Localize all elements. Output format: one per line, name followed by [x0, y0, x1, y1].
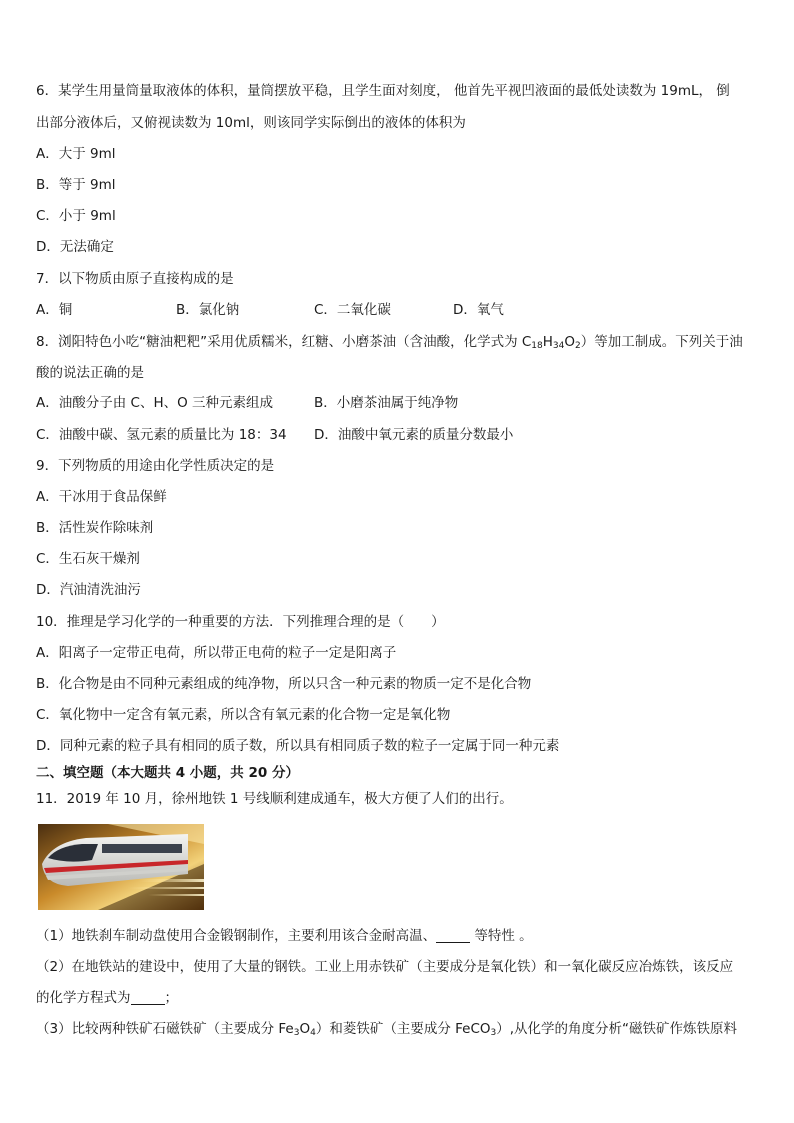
q10-option-d: D．同种元素的粒子具有相同的质子数，所以具有相同质子数的粒子一定属于同一种元素 [36, 738, 560, 754]
q7-stem: 7．以下物质由原子直接构成的是 [36, 271, 234, 287]
q11-formula-o: O [299, 1021, 311, 1037]
q11-part1 [36, 927, 760, 945]
q6-stem-line2: 出部分液体后，又俯视读数为 10ml，则该同学实际倒出的液体的体积为 [36, 115, 466, 131]
q6-option-d: D．无法确定 [36, 239, 114, 255]
section-heading-fill-in: 二、填空题（本大题共 4 小题，共 20 分） [36, 765, 299, 781]
q8-stem-line1 [36, 333, 760, 351]
q8-option-c: C．油酸中碳、氢元素的质量比为 18：34 [36, 427, 287, 443]
q8-formula-h: H [542, 334, 553, 350]
q11-part3-text-c: ）和菱铁矿（主要成分 FeCO [315, 1021, 491, 1037]
q8-formula-sub-o: 2 [575, 341, 581, 351]
q6-option-a: A．大于 9ml [36, 146, 116, 162]
q6-option-b: B．等于 9ml [36, 177, 116, 193]
q10-stem: 10．推理是学习化学的一种重要的方法．下列推理合理的是（ ） [36, 614, 445, 630]
q7-option-a: A．铜 [36, 302, 73, 318]
q9-option-c: C．生石灰干燥剂 [36, 551, 140, 567]
q7-option-c: C．二氧化碳 [314, 302, 391, 318]
q10-option-b: B．化合物是由不同种元素组成的纯净物，所以只含一种元素的物质一定不是化合物 [36, 676, 532, 692]
q11-part2-text-end: ； [164, 990, 178, 1006]
q11-formula-sub-fe: 3 [293, 1028, 300, 1038]
q6-stem-line1: 6．某学生用量筒量取液体的体积，量筒摆放平稳，且学生面对刻度， 他首先平视凹液面的最低处读数为 19mL， 倒 [36, 83, 730, 99]
q8-option-a: A．油酸分子由 C、H、O 三种元素组成 [36, 395, 274, 411]
q11-stem: 11．2019 年 10 月，徐州地铁 1 号线顺利建成通车，极大方便了人们的出行。 [36, 791, 513, 807]
q8-stem-text-a: 8．浏阳特色小吃“糖油粑粑”采用优质糯米，红糖、小磨茶油（含油酸，化学式为 C [36, 334, 532, 350]
q9-option-d: D．汽油清洗油污 [36, 582, 141, 598]
q9-stem: 9．下列物质的用途由化学性质决定的是 [36, 458, 275, 474]
q6-option-c: C．小于 9ml [36, 208, 116, 224]
q11-formula-sub-co: 3 [490, 1028, 497, 1038]
q11-part2-blank [131, 990, 165, 1005]
q11-part1-text-end: 等特性 。 [470, 928, 533, 944]
q7-option-b: B．氯化钠 [176, 302, 240, 318]
q8-stem-text-d: ）等加工制成。下列关于油 [580, 334, 743, 350]
q8-stem-line2: 酸的说法正确的是 [36, 365, 144, 381]
q8-formula-sub-h: 34 [552, 341, 565, 351]
q11-part2-line1: （2）在地铁站的建设中，使用了大量的钢铁。工业上用赤铁矿（主要成分是氧化铁）和一氧化碳反应冶炼铁，该反应 [36, 959, 734, 975]
q11-part1-blank [436, 928, 470, 943]
q8-option-b: B．小磨茶油属于纯净物 [314, 395, 459, 411]
q7-option-d: D．氧气 [453, 302, 504, 318]
q10-option-c: C．氧化物中一定含有氧元素，所以含有氧元素的化合物一定是氧化物 [36, 707, 451, 723]
q8-option-d: D．油酸中氧元素的质量分数最小 [314, 427, 514, 443]
q10-option-a: A．阳离子一定带正电荷，所以带正电荷的粒子一定是阳离子 [36, 645, 397, 661]
q8-formula-sub-c: 18 [531, 341, 543, 351]
q11-part3-text-a: （3）比较两种铁矿石磁铁矿（主要成分 Fe [36, 1021, 294, 1037]
q8-formula-o: O [564, 334, 575, 350]
q11-part3-text-d: ）,从化学的角度分析“磁铁矿作炼铁原料 [496, 1021, 738, 1037]
q11-part2-line2 [36, 989, 760, 1007]
q11-formula-sub-o: 4 [310, 1028, 316, 1038]
q11-part2-text: 的化学方程式为 [36, 990, 131, 1006]
q11-part3 [36, 1020, 760, 1038]
q9-option-a: A．干冰用于食品保鲜 [36, 489, 167, 505]
subway-train-image [38, 824, 204, 910]
q9-option-b: B．活性炭作除味剂 [36, 520, 154, 536]
q11-part1-text: （1）地铁刹车制动盘使用合金锻钢制作，主要利用该合金耐高温、 [36, 928, 437, 944]
